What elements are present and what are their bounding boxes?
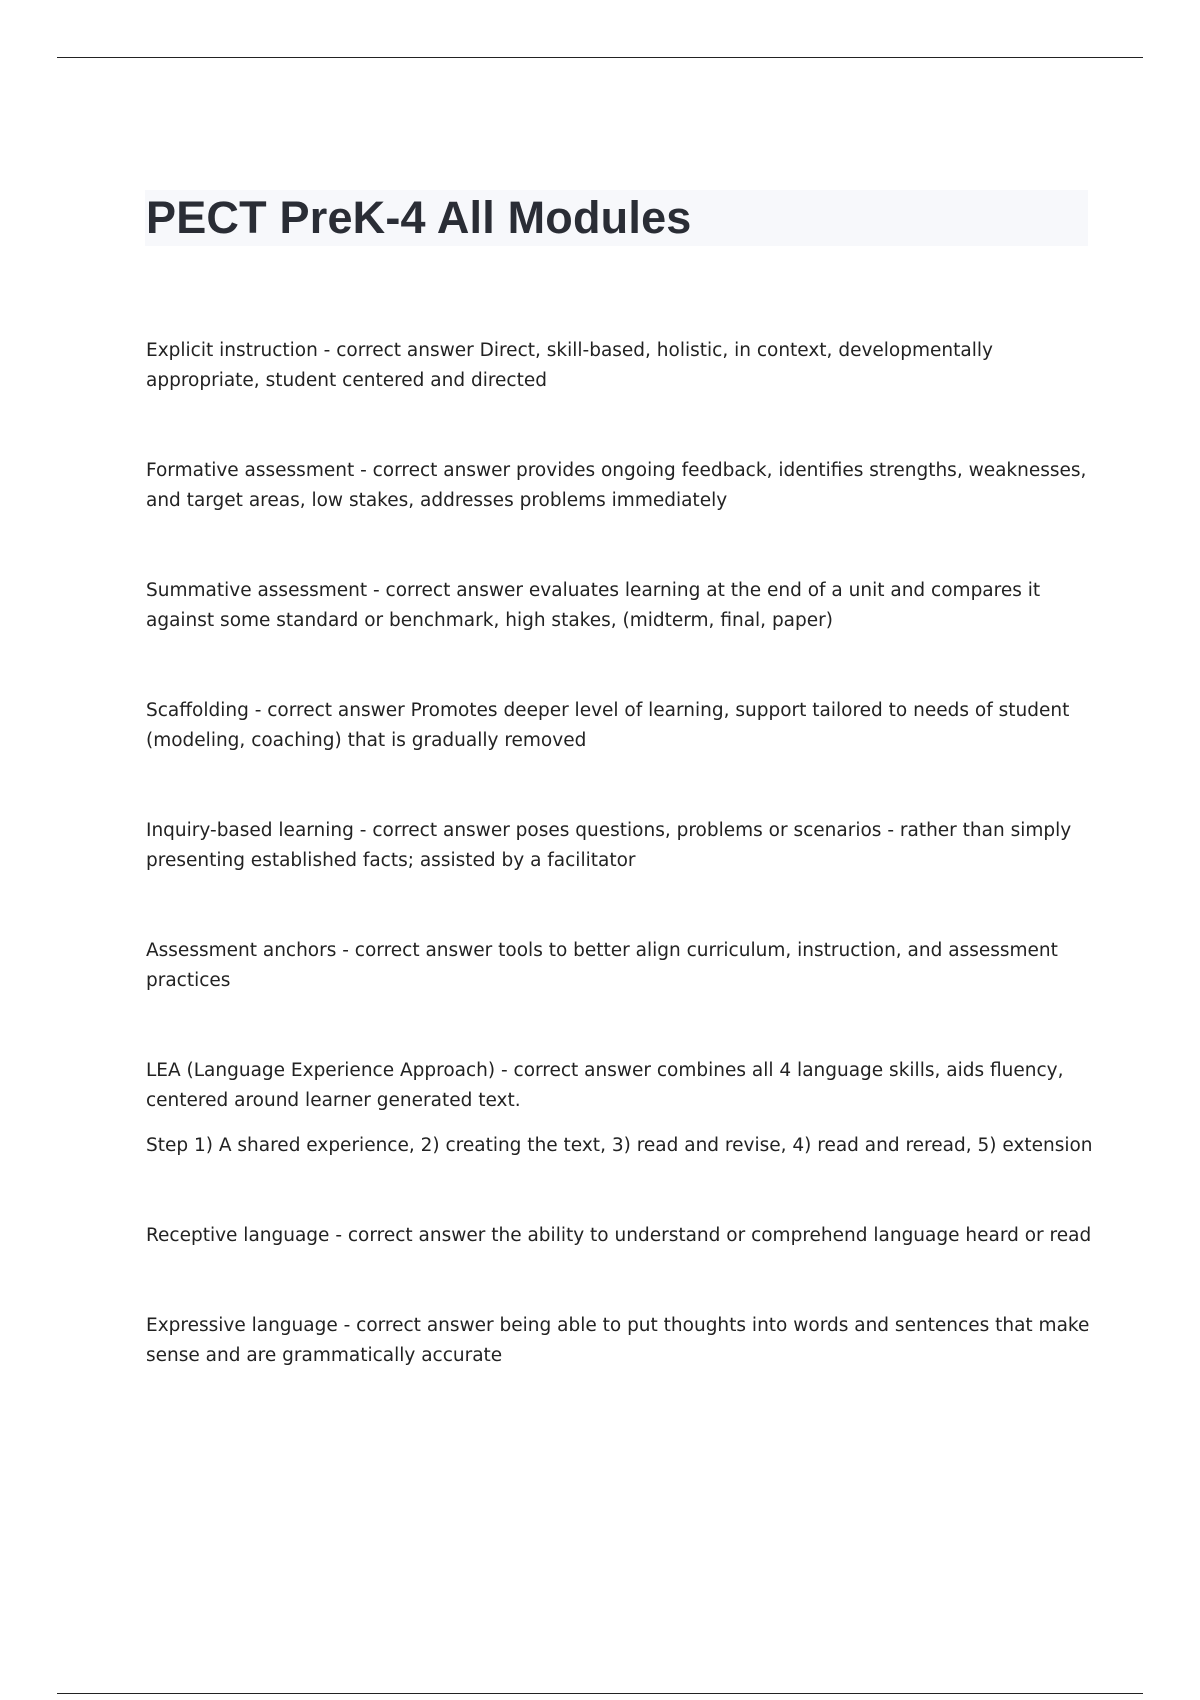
entry-lea: LEA (Language Experience Approach) - correct answer combines all 4 language skills, aids fluency, centered around learner generated text. — [146, 1060, 1064, 1111]
entry-assessment-anchors: Assessment anchors - correct answer tools to better align curriculum, instruction, and assessment practices — [146, 940, 1058, 991]
page-title: PECT PreK-4 All Modules — [146, 192, 692, 243]
entry-explicit-instruction: Explicit instruction - correct answer Direct, skill-based, holistic, in context, developmentally appropriate, student centered and directed — [146, 340, 993, 391]
entry-expressive-language: Expressive language - correct answer being able to put thoughts into words and sentences that make sense and are grammatically accurate — [146, 1315, 1090, 1366]
entry-inquiry-based-learning: Inquiry-based learning - correct answer poses questions, problems or scenarios - rather than simply presenting established facts; assisted by a facilitator — [146, 820, 1072, 871]
entry-scaffolding: Scaffolding - correct answer Promotes deeper level of learning, support tailored to needs of student (modeling, coaching) that is gradually removed — [146, 700, 1070, 751]
entry-summative-assessment: Summative assessment - correct answer evaluates learning at the end of a unit and compares it against some standard or benchmark, high stakes, (midterm, final, paper) — [146, 580, 1041, 631]
entry-receptive-language: Receptive language - correct answer the ability to understand or comprehend language heard or read — [146, 1225, 1092, 1246]
footer-rule — [57, 1693, 1143, 1694]
entry-lea-steps: Step 1) A shared experience, 2) creating the text, 3) read and revise, 4) read and reread, 5) extension — [146, 1135, 1093, 1156]
header-rule — [57, 57, 1143, 58]
entry-formative-assessment: Formative assessment - correct answer provides ongoing feedback, identifies strengths, weaknesses, and target areas, low stakes, addresses problems immediately — [146, 460, 1087, 511]
